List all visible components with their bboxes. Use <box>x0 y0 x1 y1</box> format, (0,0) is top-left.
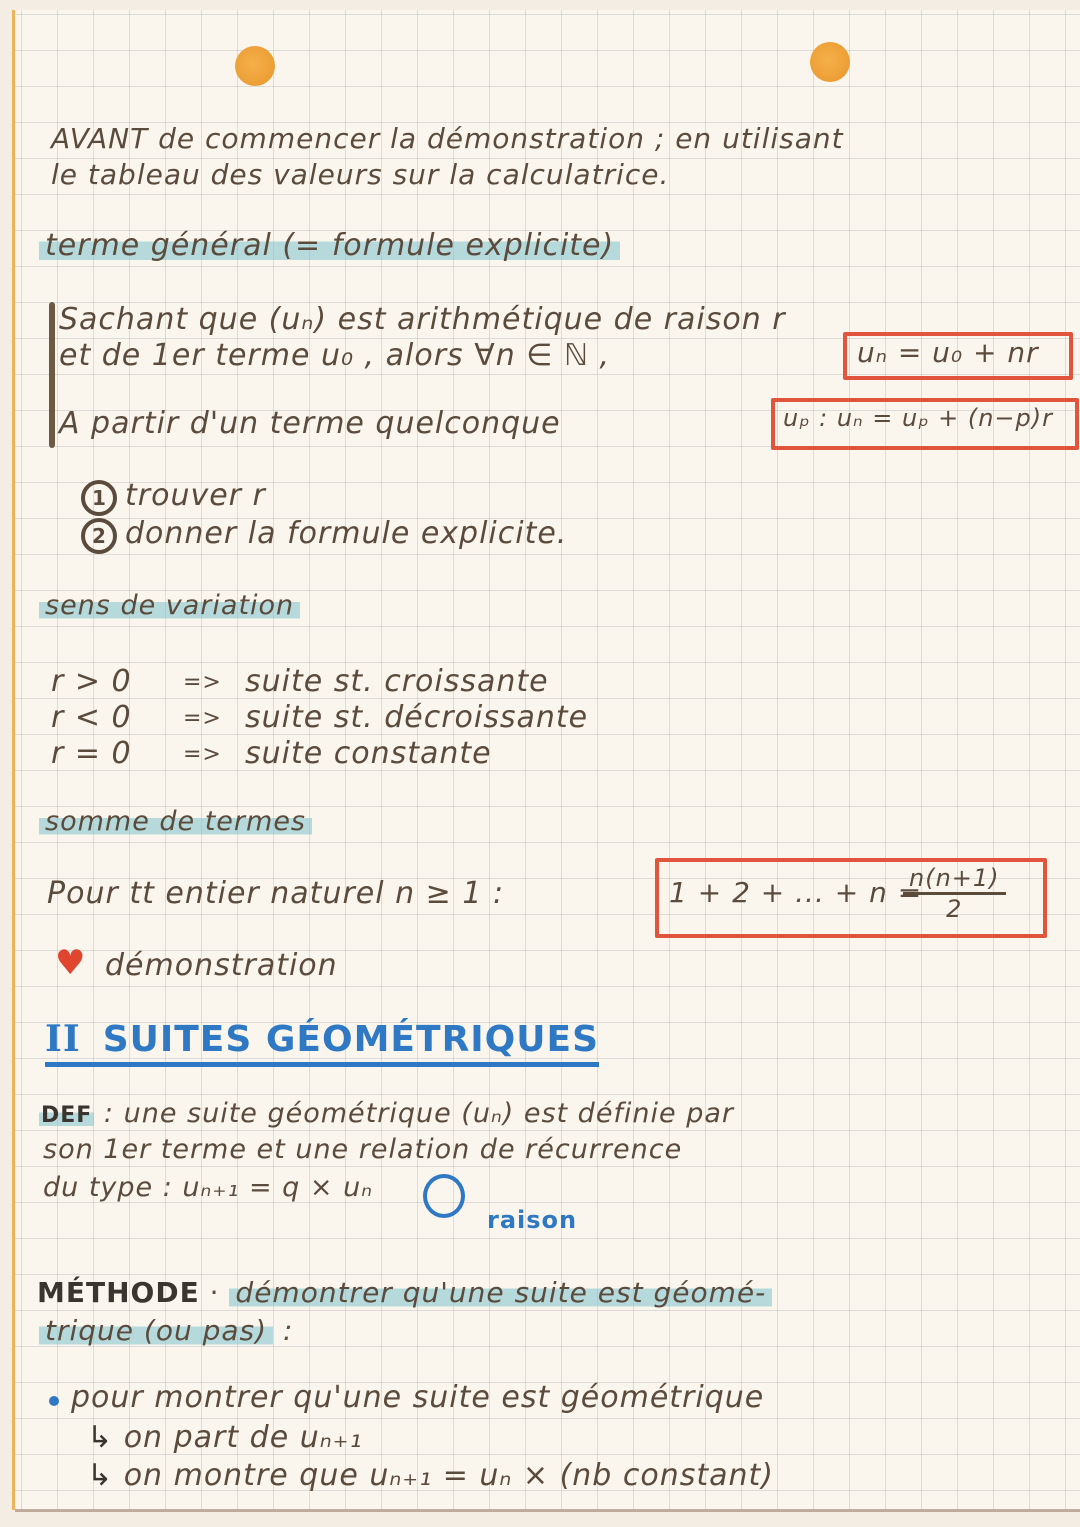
methode-title-2: trique (ou pas) <box>39 1314 273 1347</box>
raison-circle <box>423 1174 465 1218</box>
section-title-suites-geometriques <box>45 1018 599 1067</box>
heading-terme-general <box>39 228 620 263</box>
section-title-text: SUITES GÉOMÉTRIQUES <box>102 1019 600 1060</box>
bullet-icon <box>49 1396 59 1406</box>
formula-box-somme <box>655 858 1047 938</box>
step-1-badge: 1 <box>81 480 117 516</box>
definition-line-1 <box>39 1098 734 1129</box>
demo-label: démonstration <box>105 948 338 983</box>
fraction-denominator: 2 <box>946 895 963 923</box>
section-roman-numeral: II <box>45 1018 81 1060</box>
heading-somme <box>39 806 312 837</box>
raison-label: raison <box>487 1206 578 1234</box>
heading-terme-general-text: terme général (= formule explicite) <box>39 228 620 263</box>
methode-line-2: trique (ou pas) : <box>39 1314 293 1347</box>
margin-bar <box>49 302 55 448</box>
formula-box-from-p <box>771 398 1079 450</box>
variation-condition: r < 0 <box>51 700 132 735</box>
implies-arrow: => <box>183 742 222 767</box>
variation-result: suite st. décroissante <box>245 700 589 735</box>
heading-variation <box>39 590 300 621</box>
methode-bullet: pour montrer qu'une suite est géométrique <box>71 1380 765 1415</box>
fraction-numerator: n(n+1) <box>903 864 1006 895</box>
formula-box-explicit <box>843 332 1073 380</box>
heading-variation-text: sens de variation <box>39 590 300 621</box>
heading-somme-text: somme de termes <box>39 806 312 837</box>
variation-condition: r > 0 <box>51 664 132 699</box>
methode-sub-2 <box>87 1458 774 1493</box>
variation-result: suite st. croissante <box>245 664 549 699</box>
somme-statement: Pour tt entier naturel n ≥ 1 : <box>47 876 505 911</box>
methode-label: MÉTHODE <box>37 1276 200 1309</box>
binder-hole-left <box>235 46 275 86</box>
hook-arrow-icon: ↳ <box>87 1420 124 1455</box>
heart-icon: ♥ <box>55 943 86 983</box>
fraction <box>903 864 1006 923</box>
step-1-text: trouver r <box>125 478 266 513</box>
somme-formula-lhs: 1 + 2 + ... + n = <box>669 876 923 909</box>
somme-fraction <box>903 864 1006 923</box>
definition-line-1-text: : une suite géométrique (uₙ) est définie par <box>103 1098 735 1129</box>
methode-sub-1 <box>87 1420 363 1455</box>
definition-label: DEF <box>41 1103 93 1128</box>
definition-line-3: du type : uₙ₊₁ = q × uₙ <box>43 1172 373 1203</box>
variation-condition: r = 0 <box>51 736 132 771</box>
intro-line-2: le tableau des valeurs sur la calculatrice. <box>51 158 670 191</box>
notebook-page <box>12 10 1080 1510</box>
intro-line-1: AVANT de commencer la démonstration ; en utilisant <box>51 122 844 155</box>
arith-line-1: Sachant que (uₙ) est arithmétique de raison r <box>59 302 786 337</box>
methode-sub-1-text: on part de uₙ₊₁ <box>123 1420 363 1455</box>
step-2-text: donner la formule explicite. <box>125 516 568 551</box>
arith-line-2: et de 1er terme u₀ , alors ∀n ∈ ℕ , <box>59 338 611 373</box>
definition-line-2: son 1er terme et une relation de récurrence <box>43 1134 683 1165</box>
methode-sub-2-text: on montre que uₙ₊₁ = uₙ × (nb constant) <box>123 1458 774 1493</box>
binder-hole-right <box>810 42 850 82</box>
methode-title-1: démontrer qu'une suite est géomé- <box>229 1276 772 1309</box>
variation-result: suite constante <box>245 736 492 771</box>
step-2-badge: 2 <box>81 518 117 554</box>
implies-arrow: => <box>183 706 222 731</box>
methode-line-1: MÉTHODE · démontrer qu'une suite est géomé- <box>37 1276 772 1309</box>
hook-arrow-icon: ↳ <box>87 1458 124 1493</box>
formula-explicit: uₙ = u₀ + nr <box>857 336 1039 369</box>
formula-from-p: uₚ : uₙ = uₚ + (n−p)r <box>783 404 1053 432</box>
implies-arrow: => <box>183 670 222 695</box>
arith-line-3: A partir d'un terme quelconque <box>59 406 561 441</box>
